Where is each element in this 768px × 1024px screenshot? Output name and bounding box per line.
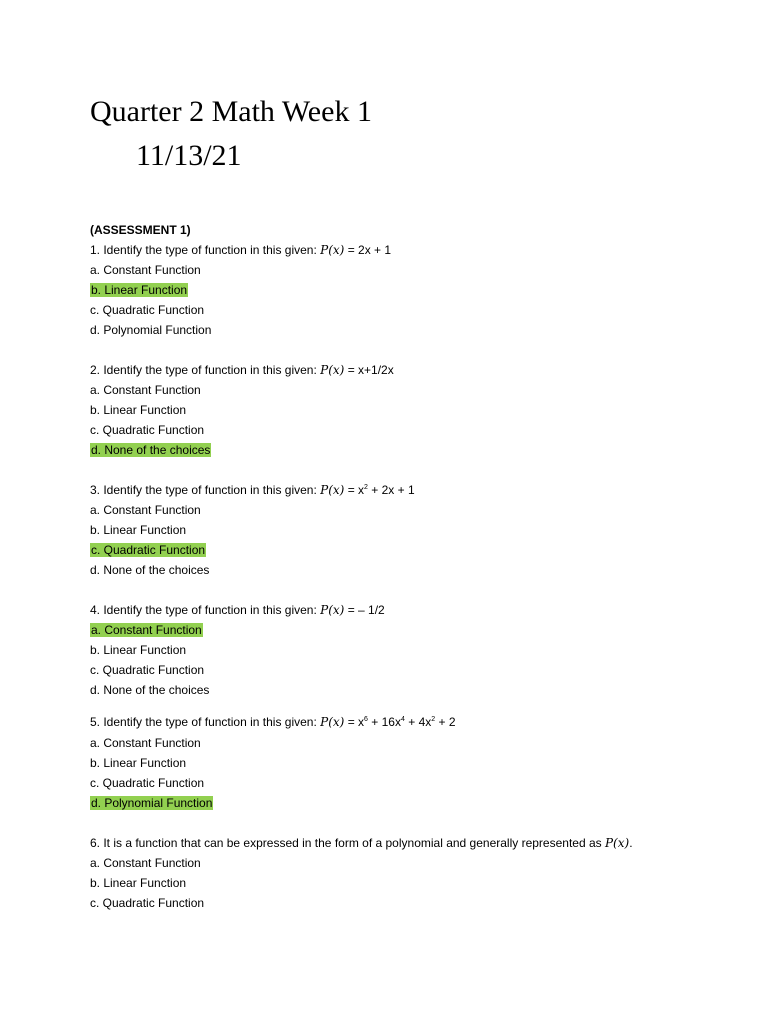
question-6-option-a: a. Constant Function	[90, 856, 201, 870]
question-3-text: 3. Identify the type of function in this given:	[90, 483, 321, 497]
question-4-option-a-answer: a. Constant Function	[91, 623, 202, 637]
question-2-option-d-answer: d. None of the choices	[91, 443, 211, 457]
page-date: 11/13/21	[136, 139, 242, 172]
question-3-expression-a: = x	[344, 483, 365, 497]
question-4-option-b: b. Linear Function	[90, 643, 187, 657]
question-5-text: 5. Identify the type of function in this given:	[90, 715, 321, 729]
question-2-option-b: b. Linear Function	[90, 403, 187, 417]
question-2-option-c: c. Quadratic Function	[90, 423, 205, 437]
question-1-option-b-answer: b. Linear Function	[91, 283, 188, 297]
question-2-text: 2. Identify the type of function in this given:	[90, 363, 321, 377]
question-4-expression: = – 1/2	[344, 603, 385, 617]
question-5-option-d-answer: d. Polynomial Function	[91, 796, 213, 810]
question-5-exponent-1: 6	[364, 716, 368, 723]
question-2-expression: = x+1/2x	[344, 363, 394, 377]
question-4-function: P(x)	[320, 603, 345, 617]
question-5-term-3: + 4x	[404, 715, 432, 729]
question-6-option-c: c. Quadratic Function	[90, 896, 205, 910]
question-1	[90, 242, 391, 258]
question-1-option-c: c. Quadratic Function	[90, 303, 205, 317]
question-5-exponent-3: 2	[431, 716, 436, 723]
question-4	[90, 602, 385, 618]
question-6-function: P(x)	[604, 836, 630, 850]
question-3	[90, 482, 415, 498]
question-1-expression: = 2x + 1	[344, 243, 392, 257]
question-5-option-a: a. Constant Function	[90, 736, 201, 750]
question-6-option-b: b. Linear Function	[90, 876, 187, 890]
question-5-term-4: + 2	[435, 715, 456, 729]
question-3-option-a: a. Constant Function	[90, 503, 201, 517]
question-3-option-d: d. None of the choices	[90, 563, 210, 577]
question-6-end: .	[629, 836, 633, 850]
question-1-function: P(x)	[320, 243, 345, 257]
question-3-expression-b: + 2x + 1	[367, 483, 415, 497]
question-1-option-a: a. Constant Function	[90, 263, 201, 277]
question-5-exponent-2: 4	[400, 716, 405, 723]
question-5-term-1: = x	[344, 715, 365, 729]
question-6-text: 6. It is a function that can be expressed in the form of a polynomial and generally represented as	[90, 836, 605, 850]
question-4-option-c: c. Quadratic Function	[90, 663, 205, 677]
question-5-function: P(x)	[320, 715, 345, 729]
question-1-option-d: d. Polynomial Function	[90, 323, 212, 337]
page-title: Quarter 2 Math Week 1	[90, 95, 372, 128]
question-5-option-c: c. Quadratic Function	[90, 776, 205, 790]
question-4-option-d: d. None of the choices	[90, 683, 210, 697]
question-5-option-b: b. Linear Function	[90, 756, 187, 770]
question-3-option-b: b. Linear Function	[90, 523, 187, 537]
question-6	[90, 835, 633, 851]
question-4-text: 4. Identify the type of function in this given:	[90, 603, 321, 617]
assessment-heading: (ASSESSMENT 1)	[90, 223, 191, 237]
question-2-function: P(x)	[320, 363, 345, 377]
question-3-exponent: 2	[364, 484, 368, 491]
question-3-option-c-answer: c. Quadratic Function	[91, 543, 206, 557]
question-2	[90, 362, 394, 378]
question-1-text: 1. Identify the type of function in this given:	[90, 243, 321, 257]
question-3-function: P(x)	[320, 483, 345, 497]
question-2-option-a: a. Constant Function	[90, 383, 201, 397]
question-5	[90, 714, 456, 730]
question-5-term-2: + 16x	[367, 715, 401, 729]
